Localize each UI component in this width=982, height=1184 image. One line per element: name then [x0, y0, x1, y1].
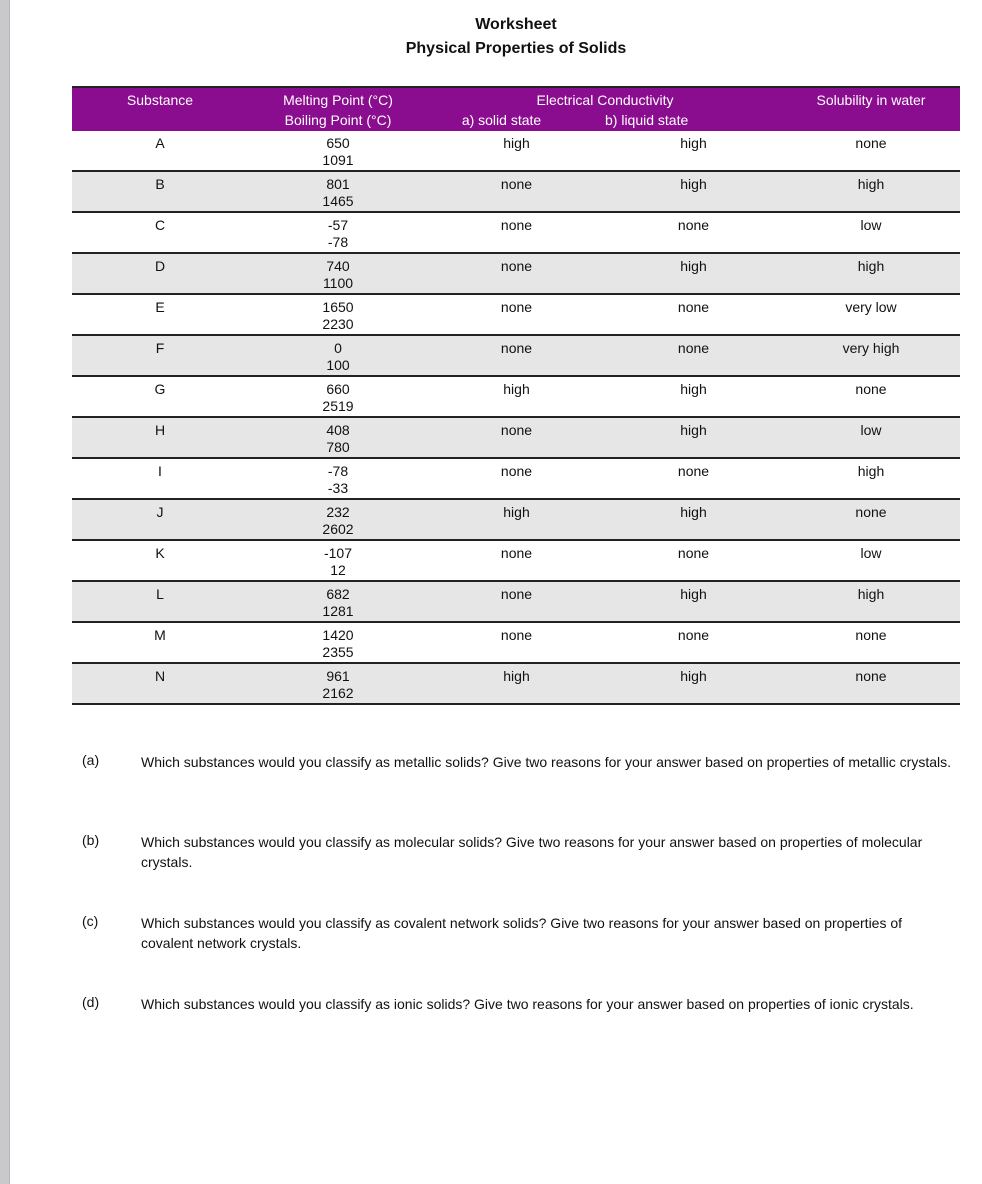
substance-cell: H	[72, 417, 248, 439]
empty-cell	[428, 316, 605, 335]
empty-cell	[72, 562, 248, 581]
table-row	[72, 663, 960, 685]
solid-conductivity-cell: none	[500, 217, 533, 233]
empty-cell	[782, 480, 960, 499]
empty-cell	[72, 357, 248, 376]
table-header	[72, 87, 960, 131]
boiling-point-cell: 2230	[248, 316, 428, 335]
empty-cell	[72, 316, 248, 335]
substance-cell: M	[154, 627, 166, 643]
empty-cell	[605, 644, 782, 663]
empty-cell	[72, 398, 248, 417]
solid-conductivity-cell: none	[428, 581, 605, 603]
melting-point-cell: 1650	[322, 299, 354, 315]
substance-cell: K	[155, 545, 165, 561]
table-row	[72, 499, 960, 521]
substance-cell: I	[158, 463, 162, 479]
empty-cell	[72, 685, 248, 704]
melting-point-cell: 961	[248, 663, 428, 685]
solubility-cell: none	[782, 499, 960, 521]
empty-cell	[428, 562, 605, 581]
empty-cell	[605, 439, 782, 458]
empty-cell	[428, 603, 605, 622]
empty-cell	[72, 152, 248, 171]
substance-cell: D	[72, 253, 248, 275]
boiling-point-cell: 1091	[248, 152, 428, 171]
header-substance: Substance	[72, 87, 248, 110]
table-row	[72, 212, 960, 234]
empty-cell	[428, 357, 605, 376]
table-row-continuation	[72, 316, 960, 335]
header-liquid-state: b) liquid state	[605, 110, 782, 131]
boiling-point-cell: 2602	[248, 521, 428, 540]
table-row	[72, 171, 960, 193]
liquid-conductivity-cell: high	[605, 417, 782, 439]
empty-cell	[782, 562, 960, 581]
substance-cell: A	[155, 135, 165, 151]
table-row	[72, 581, 960, 603]
empty-cell	[72, 521, 248, 540]
table-row-continuation	[72, 644, 960, 663]
empty-cell	[605, 480, 782, 499]
header-blank-2	[782, 110, 960, 131]
boiling-point-cell: 12	[248, 562, 428, 581]
solid-conductivity-cell: high	[503, 381, 530, 397]
solubility-cell: high	[782, 253, 960, 275]
solubility-cell: high	[857, 463, 885, 479]
solubility-cell: high	[782, 581, 960, 603]
empty-cell	[428, 193, 605, 212]
solid-conductivity-cell: none	[428, 171, 605, 193]
solubility-cell: low	[860, 217, 882, 233]
melting-point-cell: 660	[326, 381, 350, 397]
substance-cell: G	[154, 381, 166, 397]
empty-cell	[605, 398, 782, 417]
empty-cell	[428, 398, 605, 417]
question-letter: (d)	[82, 994, 100, 1010]
boiling-point-cell: 1100	[248, 275, 428, 294]
melting-point-cell: 408	[248, 417, 428, 439]
empty-cell	[605, 685, 782, 704]
substance-cell: L	[72, 581, 248, 603]
table-row-continuation	[72, 480, 960, 499]
empty-cell	[428, 234, 605, 253]
empty-cell	[605, 562, 782, 581]
empty-cell	[605, 275, 782, 294]
empty-cell	[72, 439, 248, 458]
empty-cell	[605, 357, 782, 376]
substance-cell: F	[72, 335, 248, 357]
boiling-point-cell: 2162	[248, 685, 428, 704]
solid-conductivity-cell: none	[428, 253, 605, 275]
window-left-edge	[0, 0, 10, 1184]
empty-cell	[428, 644, 605, 663]
empty-cell	[605, 521, 782, 540]
substance-cell: J	[72, 499, 248, 521]
empty-cell	[72, 275, 248, 294]
liquid-conductivity-cell: none	[677, 545, 710, 561]
empty-cell	[428, 275, 605, 294]
substance-cell: C	[154, 217, 166, 233]
solubility-cell: low	[860, 545, 882, 561]
empty-cell	[782, 685, 960, 704]
solubility-cell: low	[782, 417, 960, 439]
empty-cell	[72, 193, 248, 212]
empty-cell	[782, 439, 960, 458]
table-row-continuation	[72, 234, 960, 253]
melting-point-cell: -107	[323, 545, 353, 561]
header-boiling-point: Boiling Point (°C)	[248, 110, 428, 131]
solubility-cell: none	[855, 627, 887, 643]
empty-cell	[782, 398, 960, 417]
table-row-continuation	[72, 193, 960, 212]
question-text: Which substances would you classify as ionic solids? Give two reasons for your answer based on properties of ionic crystals.	[141, 996, 914, 1012]
empty-cell	[605, 603, 782, 622]
melting-point-cell: -78	[327, 463, 349, 479]
liquid-conductivity-cell: high	[680, 381, 707, 397]
empty-cell	[72, 234, 248, 253]
boiling-point-cell: 2355	[248, 644, 428, 663]
liquid-conductivity-cell: none	[605, 335, 782, 357]
melting-point-cell: 682	[248, 581, 428, 603]
solid-conductivity-cell: none	[428, 335, 605, 357]
empty-cell	[605, 193, 782, 212]
empty-cell	[782, 357, 960, 376]
header-blank	[72, 110, 248, 131]
worksheet-subtitle: Physical Properties of Solids	[405, 40, 627, 57]
empty-cell	[428, 480, 605, 499]
empty-cell	[782, 152, 960, 171]
table-row	[72, 253, 960, 275]
question-text: Which substances would you classify as molecular solids? Give two reasons for your answer based on properties of molecular crystals.	[141, 834, 923, 870]
solubility-cell: very high	[782, 335, 960, 357]
solubility-cell: none	[855, 381, 887, 397]
substance-cell: E	[155, 299, 165, 315]
table-row-continuation	[72, 398, 960, 417]
boiling-point-cell: 100	[248, 357, 428, 376]
table-row	[72, 622, 960, 644]
properties-table	[72, 86, 960, 705]
empty-cell	[428, 685, 605, 704]
liquid-conductivity-cell: none	[677, 217, 710, 233]
table-row-continuation	[72, 521, 960, 540]
table-row-continuation	[72, 562, 960, 581]
worksheet-title: Worksheet	[475, 16, 557, 33]
solid-conductivity-cell: high	[428, 663, 605, 685]
table-row	[72, 458, 960, 480]
question-text: Which substances would you classify as covalent network solids? Give two reasons for your answer based on properties of covalent network crystals.	[141, 915, 903, 951]
empty-cell	[782, 275, 960, 294]
solubility-cell: none	[782, 663, 960, 685]
table-row	[72, 335, 960, 357]
solid-conductivity-cell: none	[500, 627, 533, 643]
substance-cell: B	[72, 171, 248, 193]
header-solubility: Solubility in water	[782, 87, 960, 110]
boiling-point-cell: 1465	[248, 193, 428, 212]
table-row-continuation	[72, 275, 960, 294]
table-row-continuation	[72, 152, 960, 171]
liquid-conductivity-cell: high	[680, 135, 707, 151]
solid-conductivity-cell: high	[503, 135, 530, 151]
melting-point-cell: 232	[248, 499, 428, 521]
table-body	[72, 131, 960, 704]
question-letter: (b)	[82, 832, 100, 848]
table-row-continuation	[72, 685, 960, 704]
empty-cell	[72, 603, 248, 622]
empty-cell	[782, 603, 960, 622]
melting-point-cell: -57	[327, 217, 349, 233]
empty-cell	[782, 193, 960, 212]
empty-cell	[605, 316, 782, 335]
table-row	[72, 417, 960, 439]
table-row-continuation	[72, 439, 960, 458]
empty-cell	[428, 521, 605, 540]
empty-cell	[72, 644, 248, 663]
empty-cell	[782, 644, 960, 663]
empty-cell	[428, 152, 605, 171]
liquid-conductivity-cell: high	[605, 253, 782, 275]
melting-point-cell: 0	[248, 335, 428, 357]
boiling-point-cell: 1281	[248, 603, 428, 622]
solubility-cell: none	[855, 135, 887, 151]
table-row	[72, 294, 960, 316]
substance-cell: N	[72, 663, 248, 685]
melting-point-cell: 1420	[322, 627, 354, 643]
header-solid-state: a) solid state	[428, 110, 605, 131]
melting-point-cell: 650	[326, 135, 350, 151]
empty-cell	[72, 480, 248, 499]
boiling-point-cell: -78	[248, 234, 428, 253]
empty-cell	[605, 152, 782, 171]
question-letter: (c)	[82, 913, 99, 929]
solubility-cell: high	[782, 171, 960, 193]
header-melting-point: Melting Point (°C)	[248, 87, 428, 110]
solid-conductivity-cell: high	[428, 499, 605, 521]
table-row	[72, 131, 960, 152]
liquid-conductivity-cell: none	[677, 299, 710, 315]
table-row	[72, 540, 960, 562]
solid-conductivity-cell: none	[428, 417, 605, 439]
melting-point-cell: 740	[248, 253, 428, 275]
boiling-point-cell: -33	[248, 480, 428, 499]
liquid-conductivity-cell: high	[605, 171, 782, 193]
solid-conductivity-cell: none	[500, 545, 533, 561]
boiling-point-cell: 2519	[248, 398, 428, 417]
liquid-conductivity-cell: high	[605, 663, 782, 685]
table-row-continuation	[72, 357, 960, 376]
solubility-cell: very low	[845, 299, 897, 315]
header-electrical-conductivity: Electrical Conductivity	[428, 87, 782, 110]
table-row	[72, 376, 960, 398]
question-letter: (a)	[82, 752, 100, 768]
solid-conductivity-cell: none	[500, 299, 533, 315]
empty-cell	[782, 234, 960, 253]
question-text: Which substances would you classify as metallic solids? Give two reasons for your answer based on properties of metallic crystals.	[141, 754, 952, 770]
empty-cell	[605, 234, 782, 253]
boiling-point-cell: 780	[248, 439, 428, 458]
empty-cell	[428, 439, 605, 458]
empty-cell	[782, 521, 960, 540]
table-row-continuation	[72, 603, 960, 622]
liquid-conductivity-cell: none	[677, 627, 710, 643]
melting-point-cell: 801	[248, 171, 428, 193]
liquid-conductivity-cell: none	[677, 463, 710, 479]
liquid-conductivity-cell: high	[605, 581, 782, 603]
empty-cell	[782, 316, 960, 335]
liquid-conductivity-cell: high	[605, 499, 782, 521]
solid-conductivity-cell: none	[500, 463, 533, 479]
